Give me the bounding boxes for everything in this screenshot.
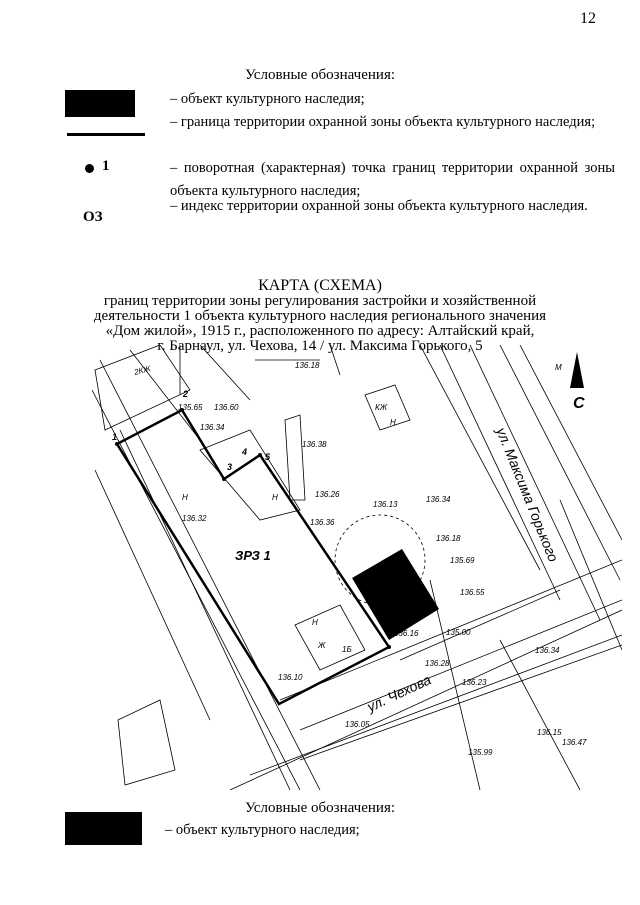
legend-bottom-item-heritage: – объект культурного наследия;	[165, 822, 360, 838]
elevation: 136.47	[562, 738, 587, 747]
elevation: 136.34	[426, 495, 451, 504]
heritage-object-swatch-bottom	[65, 812, 142, 845]
elevation: 135.65	[178, 403, 203, 412]
north-arrow-icon	[570, 352, 584, 388]
building-label: Н	[272, 493, 278, 502]
turning-point-dot-icon	[85, 164, 94, 173]
legend-item-boundary: – граница территории охранной зоны объекта культурного наследия;	[170, 114, 596, 130]
building-label: Н	[182, 493, 188, 502]
heritage-object-swatch	[65, 90, 135, 117]
building-label: КЖ	[375, 403, 388, 412]
building-label: М	[555, 363, 562, 372]
elevation: 135.99	[468, 748, 493, 757]
building-label: Н	[312, 618, 318, 627]
elevation: 136.60	[214, 403, 239, 412]
turning-points	[115, 408, 391, 649]
map-heading: КАРТА (СХЕМА)	[258, 277, 382, 294]
turning-point-label: 1	[102, 158, 110, 174]
building-label: Н	[390, 418, 396, 427]
elevation: 136.18	[295, 361, 320, 370]
map-subtitle-line-2: деятельности 1 объекта культурного наследия регионального значения	[93, 308, 547, 324]
map-subtitle-line-1: границ территории зоны регулирования застройки и хозяйственной	[103, 293, 537, 309]
building-label: Ж	[318, 641, 326, 650]
north-label: С	[573, 395, 585, 412]
cadastral-map	[92, 345, 622, 790]
map-subtitle-line-4: г. Барнаул, ул. Чехова, 14 / ул. Максима Горького, 5	[157, 338, 483, 354]
elevation: 135.69	[450, 556, 475, 565]
elevation: 136.34	[535, 646, 560, 655]
point-label: 5	[265, 452, 271, 462]
elevation: 136.13	[373, 500, 398, 509]
elevation: 135.00	[446, 628, 471, 637]
legend-title: Условные обозначения:	[244, 67, 396, 83]
point-label: 2	[183, 389, 189, 399]
elevation: 136.18	[436, 534, 461, 543]
street-label-chekhova: ул. Чехова	[364, 671, 434, 715]
map-subtitle-line-3: «Дом жилой», 1915 г., расположенного по адресу: Алтайский край,	[105, 323, 535, 339]
zone-label: ЗРЗ 1	[235, 548, 271, 563]
heritage-object	[352, 549, 439, 640]
elevation: 136.05	[345, 720, 370, 729]
legend-item-zone-index: – индекс территории охранной зоны объекта культурного наследия.	[170, 198, 588, 214]
building-label: 2КЖ	[133, 363, 152, 377]
boundary-line-symbol	[67, 133, 145, 136]
legend-item-heritage: – объект культурного наследия;	[170, 91, 365, 107]
zone-index-symbol: ОЗ	[83, 209, 103, 225]
point-label: 1	[112, 432, 118, 442]
elevation: 136.28	[425, 659, 450, 668]
point-label: 4	[242, 447, 248, 457]
street-label-gorkogo: ул. Максима Горького	[493, 425, 562, 565]
elevation: 136.26	[315, 490, 340, 499]
elevation: 136.38	[302, 440, 327, 449]
elevation: 136.36	[310, 518, 335, 527]
elevation: 136.23	[462, 678, 487, 687]
elevation: 136.55	[460, 588, 485, 597]
elevation: 136.15	[537, 728, 562, 737]
legend-item-turning-point: – поворотная (характерная) точка границ территории охранной зоны объекта культурного наследия;	[170, 160, 615, 199]
elevation: 136.10	[278, 673, 303, 682]
elevation: 136.34	[200, 423, 225, 432]
elevation: 136.32	[182, 514, 207, 523]
building-label: 1Б	[342, 645, 352, 654]
legend-bottom-title: Условные обозначения:	[244, 800, 396, 816]
elevation: 136.16	[394, 629, 419, 638]
point-label: 3	[227, 462, 233, 472]
page-number: 12	[580, 10, 596, 27]
